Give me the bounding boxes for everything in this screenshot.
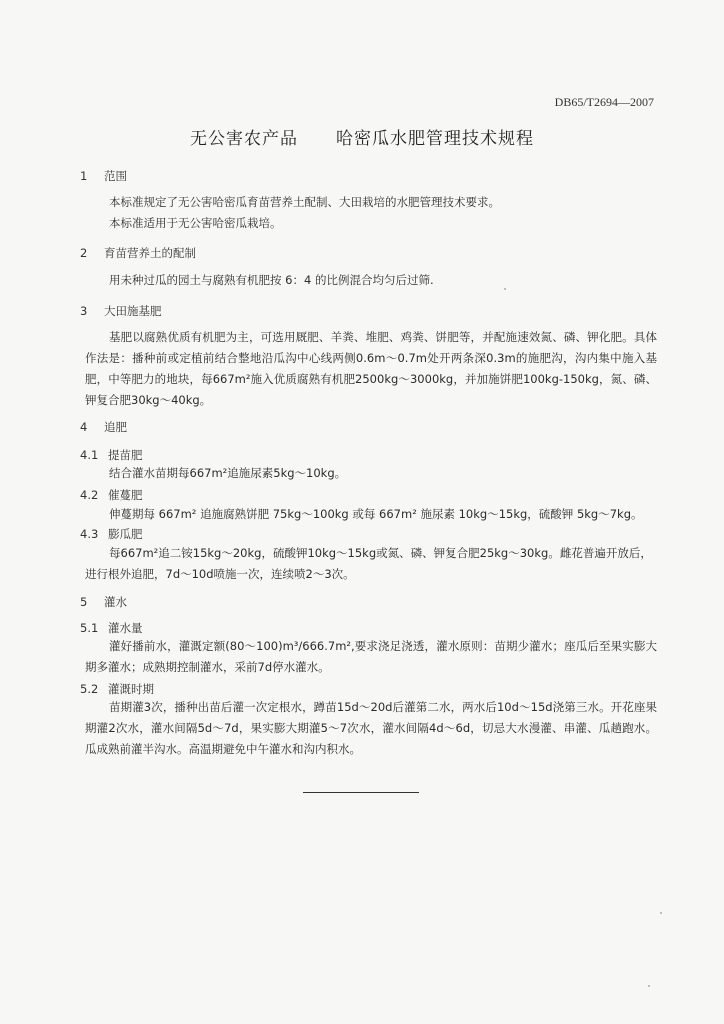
subsection-4-2-paragraph: 伸蔓期每 667m² 追施腐熟饼肥 75kg～100kg 或每 667m² 施尿素 10kg～15kg，硫酸钾 5kg～7kg。 (109, 507, 643, 521)
section-5-heading (80, 594, 127, 610)
subsection-5-2-heading (80, 681, 154, 697)
subsection-5-1-paragraph: 灌好播前水，灌溉定额(80～100)m³/666.7m²,要求浇足浇透，灌水原则：苗期少灌水；座瓜后至果实膨大期多灌水；成熟期控制灌水，采前7d停水灌水。 (85, 639, 657, 674)
section-4-heading (80, 419, 127, 435)
section-title: 灌水 (104, 595, 127, 609)
subsection-number: 5.1 (80, 621, 99, 635)
section-1-paragraph-1: 本标准规定了无公害哈密瓜育苗营养土配制、大田栽培的水肥管理技术要求。 (109, 195, 500, 209)
title-part-1: 无公害农产品 (190, 129, 298, 149)
subsection-title: 膨瓜肥 (108, 527, 143, 541)
standard-code: DB65/T2694—2007 (554, 95, 654, 109)
subsection-4-3-paragraph-line-2: 进行根外追肥，7d～10d喷施一次，连续喷2～3次。 (85, 567, 355, 581)
section-number: 5 (80, 595, 88, 609)
section-1-heading (80, 168, 127, 184)
subsection-number: 4.2 (80, 488, 99, 502)
subsection-4-3-paragraph-line-1: 每667m²追二铵15kg～20kg，硫酸钾10kg～15kg或氮、磷、钾复合肥25kg～30kg。雌花普遍开放后， (109, 546, 652, 560)
section-number: 4 (80, 420, 88, 434)
section-2-heading (80, 245, 196, 261)
subsection-number: 5.2 (80, 682, 99, 696)
subsection-number: 4.3 (80, 527, 99, 541)
section-number: 2 (80, 246, 88, 260)
section-3-heading (80, 303, 162, 319)
section-title: 育苗营养土的配制 (104, 246, 196, 260)
subsection-4-2-heading (80, 487, 143, 503)
document-title (0, 124, 724, 149)
section-number: 3 (80, 304, 88, 318)
subsection-4-1-paragraph: 结合灌水苗期每667m²追施尿素5kg～10kg。 (109, 466, 347, 480)
section-title: 追肥 (104, 420, 127, 434)
subsection-title: 灌溉时期 (108, 682, 154, 696)
subsection-number: 4.1 (80, 448, 99, 462)
section-title: 范围 (104, 169, 127, 183)
section-number: 1 (80, 169, 88, 183)
title-part-2: 哈密瓜水肥管理技术规程 (336, 129, 534, 149)
subsection-4-3-heading (80, 526, 143, 542)
section-1-paragraph-2: 本标准适用于无公害哈密瓜栽培。 (109, 216, 282, 230)
scan-speck (648, 985, 650, 987)
end-rule (303, 792, 419, 793)
scan-speck (660, 912, 662, 914)
subsection-title: 提苗肥 (108, 448, 143, 462)
section-3-paragraph-1: 基肥以腐熟优质有机肥为主，可选用厩肥、羊粪、堆肥、鸡粪、饼肥等，并配施速效氮、磷、钾化肥。具体作法是：播种前或定植前结合整地沿瓜沟中心线两侧0.6m～0.7m处开两条深0.3m的施肥沟，沟内集中施入基肥，中等肥力的地块，每667m²施入优质腐熟有机肥2500kg～3000kg，并加施饼肥100kg-150kg，氮、磷、钾复合肥30kg～40kg。 (85, 330, 657, 407)
subsection-4-1-heading (80, 447, 143, 463)
section-2-paragraph-1: 用未种过瓜的园土与腐熟有机肥按 6：4 的比例混合均匀后过筛. (109, 273, 434, 287)
subsection-title: 催蔓肥 (108, 488, 143, 502)
subsection-title: 灌水量 (108, 621, 143, 635)
subsection-5-2-paragraph: 苗期灌3次，播种出苗后灌一次定根水，蹲苗15d～20d后灌第二水，两水后10d～15d浇第三水。开花座果期灌2次水，灌水间隔5d～7d，果实膨大期灌5～7次水，灌水间隔4d～6d，切忌大水漫灌、串灌、瓜趟跑水。瓜成熟前灌半沟水。高温期避免中午灌水和沟内积水。 (85, 700, 657, 756)
subsection-5-1-heading (80, 620, 143, 636)
scan-speck (504, 288, 506, 290)
section-title: 大田施基肥 (104, 304, 162, 318)
